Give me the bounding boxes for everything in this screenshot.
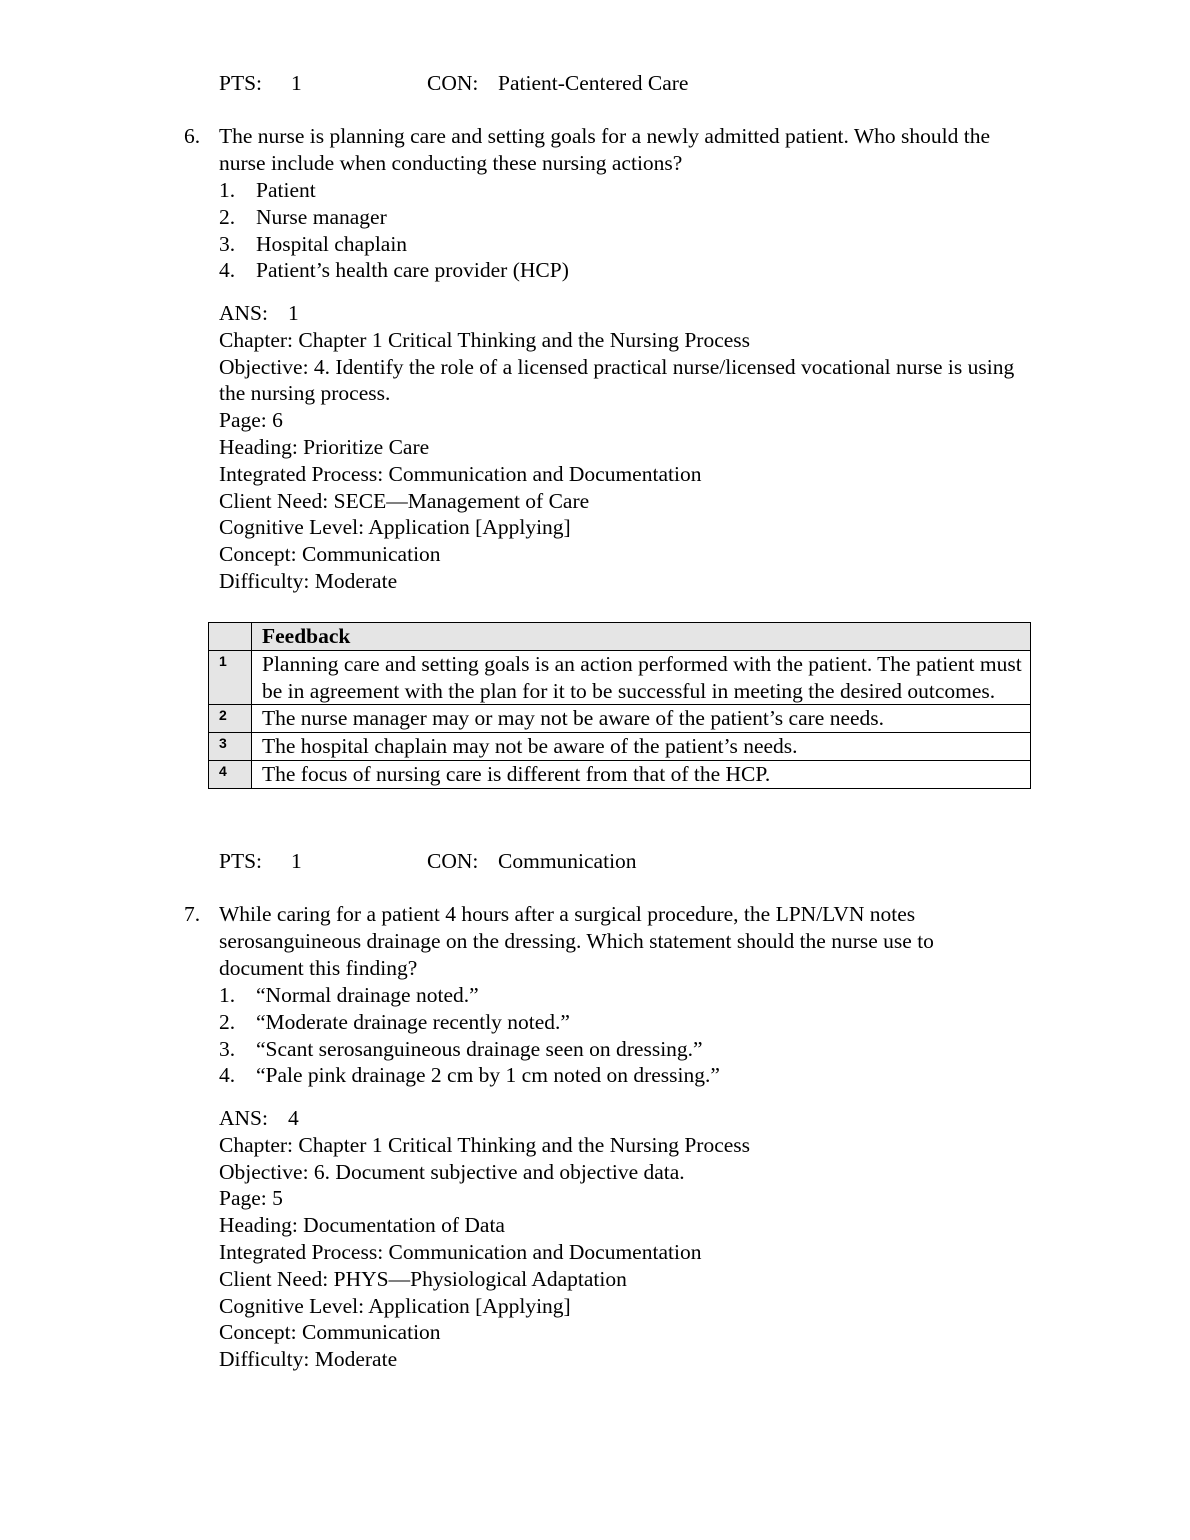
answer-value: 1 <box>287 301 299 325</box>
feedback-row-number: 3 <box>209 733 252 761</box>
question-stem <box>219 901 1099 981</box>
option-1 <box>219 177 316 204</box>
option-number: 2. <box>219 205 236 229</box>
option-4 <box>219 1062 720 1089</box>
option-text: Hospital chaplain <box>256 232 408 256</box>
difficulty: Difficulty: Moderate <box>219 568 398 593</box>
integrated-process: Integrated Process: Communication and Documentation <box>219 1239 702 1264</box>
question-number: 7. <box>184 902 201 926</box>
con-label: CON: <box>427 71 479 95</box>
con-value: Communication <box>498 849 637 873</box>
option-2 <box>219 204 387 231</box>
feedback-row-text: The hospital chaplain may not be aware of the patient’s needs. <box>252 733 1031 761</box>
option-4 <box>219 257 569 284</box>
answer-label: ANS: <box>219 1106 268 1130</box>
option-text: “Normal drainage noted.” <box>256 983 479 1007</box>
answer-line <box>219 1105 1099 1132</box>
pts-con-line-q6 <box>219 848 637 875</box>
feedback-row-number: 4 <box>209 760 252 788</box>
option-1 <box>219 982 479 1009</box>
option-2 <box>219 1009 570 1036</box>
option-number: 4. <box>219 1063 236 1087</box>
option-3 <box>219 231 407 258</box>
pts-label: PTS: <box>219 71 263 95</box>
page-ref: Page: 6 <box>219 408 283 433</box>
option-number: 2. <box>219 1010 236 1034</box>
option-number: 3. <box>219 1037 236 1061</box>
client-need: Client Need: PHYS—Physiological Adaptation <box>219 1266 627 1291</box>
answer-label: ANS: <box>219 301 268 325</box>
answer-line <box>219 300 1099 327</box>
feedback-row-text: Planning care and setting goals is an action performed with the patient. The patient must be in agreement with the plan for it to be successful in meeting the desired outcomes. <box>252 650 1031 705</box>
integrated-process: Integrated Process: Communication and Documentation <box>219 461 702 486</box>
question-stem <box>219 123 1099 177</box>
feedback-row-number: 1 <box>209 650 252 705</box>
concept: Concept: Communication <box>219 542 441 567</box>
option-number: 4. <box>219 258 236 282</box>
con-label: CON: <box>427 849 479 873</box>
page-ref: Page: 5 <box>219 1186 283 1211</box>
answer-metadata <box>219 1105 1099 1373</box>
heading-ref: Heading: Prioritize Care <box>219 434 430 459</box>
feedback-row <box>209 733 1031 761</box>
concept: Concept: Communication <box>219 1320 441 1345</box>
feedback-header-row <box>209 623 1031 651</box>
pts-label: PTS: <box>219 849 263 873</box>
chapter: Chapter: Chapter 1 Critical Thinking and the Nursing Process <box>219 1132 751 1157</box>
question-stem-line: While caring for a patient 4 hours after a surgical procedure, the LPN/LVN notes <box>219 902 916 926</box>
question-stem-line: document this finding? <box>219 955 418 980</box>
client-need: Client Need: SECE—Management of Care <box>219 488 590 513</box>
objective-continued: the nursing process. <box>219 381 391 406</box>
question-number: 6. <box>184 124 201 148</box>
question-stem-line: serosanguineous drainage on the dressing. Which statement should the nurse use to <box>219 928 934 953</box>
con-value: Patient-Centered Care <box>498 71 689 95</box>
option-text: “Scant serosanguineous drainage seen on dressing.” <box>256 1037 703 1061</box>
option-number: 3. <box>219 232 236 256</box>
option-number: 1. <box>219 983 236 1007</box>
option-text: Nurse manager <box>256 205 387 229</box>
feedback-row <box>209 760 1031 788</box>
feedback-table <box>208 622 1031 789</box>
feedback-row-number: 2 <box>209 705 252 733</box>
option-text: Patient’s health care provider (HCP) <box>256 258 569 282</box>
answer-metadata <box>219 300 1099 595</box>
option-number: 1. <box>219 178 236 202</box>
feedback-row <box>209 650 1031 705</box>
pts-value: 1 <box>291 71 302 95</box>
option-3 <box>219 1036 703 1063</box>
option-text: Patient <box>256 178 316 202</box>
feedback-header-num <box>209 623 252 651</box>
answer-value: 4 <box>287 1106 299 1130</box>
feedback-row-text: The focus of nursing care is different from that of the HCP. <box>252 760 1031 788</box>
pts-value: 1 <box>291 849 302 873</box>
chapter: Chapter: Chapter 1 Critical Thinking and the Nursing Process <box>219 327 751 352</box>
option-text: “Pale pink drainage 2 cm by 1 cm noted on dressing.” <box>256 1063 720 1087</box>
feedback-row <box>209 705 1031 733</box>
difficulty: Difficulty: Moderate <box>219 1347 398 1372</box>
pts-con-line-q5 <box>219 70 689 97</box>
objective: Objective: 4. Identify the role of a licensed practical nurse/licensed vocational nurse is using <box>219 354 1015 379</box>
option-text: “Moderate drainage recently noted.” <box>256 1010 570 1034</box>
heading-ref: Heading: Documentation of Data <box>219 1213 505 1238</box>
feedback-row-text: The nurse manager may or may not be aware of the patient’s care needs. <box>252 705 1031 733</box>
cognitive-level: Cognitive Level: Application [Applying] <box>219 515 571 540</box>
feedback-header: Feedback <box>252 623 1031 651</box>
cognitive-level: Cognitive Level: Application [Applying] <box>219 1293 571 1318</box>
question-stem-line: nurse include when conducting these nursing actions? <box>219 150 683 175</box>
question-stem-line: The nurse is planning care and setting goals for a newly admitted patient. Who should the <box>219 124 991 148</box>
objective: Objective: 6. Document subjective and objective data. <box>219 1159 685 1184</box>
